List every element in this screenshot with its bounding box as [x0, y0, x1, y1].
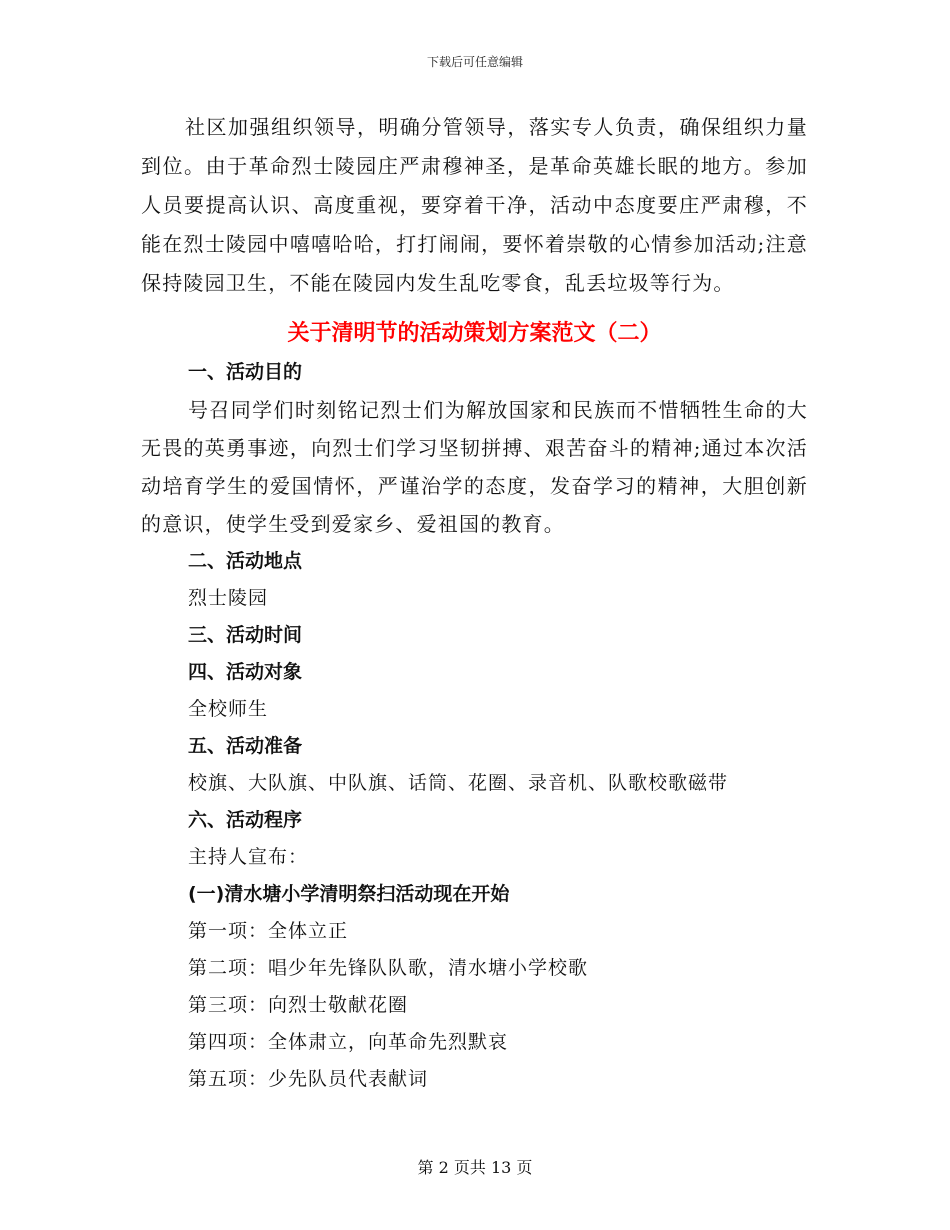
- heading-activity-preparation: 五、活动准备: [188, 735, 303, 757]
- preparation-text: 校旗、大队旗、中队旗、话筒、花圈、录音机、队歌校歌磁带: [188, 772, 729, 794]
- heading-activity-participants: 四、活动对象: [188, 661, 303, 683]
- purpose-paragraph: 号召同学们时刻铭记烈士们为解放国家和民族而不惜牺牲生命的大无畏的英勇事迹，向烈士们学习坚韧拼搏、艰苦奋斗的精神;通过本次活动培育学生的爱国情怀，严谨治学的态度，发奋学习的精神，大胆创新的意识，使学生受到爱家乡、爱祖国的教育。: [141, 398, 808, 536]
- heading-activity-procedure: 六、活动程序: [188, 809, 303, 831]
- location-text: 烈士陵园: [188, 587, 269, 609]
- page-footer: 第 2 页共 13 页: [417, 1158, 533, 1177]
- heading-activity-location: 二、活动地点: [188, 550, 303, 572]
- page-header: 下载后可任意编辑: [426, 55, 523, 69]
- procedure-item: 第四项：全体肃立，向革命先烈默哀: [188, 1031, 509, 1053]
- procedure-item: 第三项：向烈士敬献花圈: [188, 994, 409, 1016]
- procedure-item: 第二项：唱少年先锋队队歌，清水塘小学校歌: [188, 957, 589, 979]
- section-title: 关于清明节的活动策划方案范文（二）: [287, 321, 662, 346]
- procedure-item: 第五项：少先队员代表献词: [188, 1068, 429, 1090]
- intro-paragraph: 社区加强组织领导，明确分管领导，落实专人负责，确保组织力量到位。由于革命烈士陵园庄严肃穆神圣，是革命英雄长眠的地方。参加人员要提高认识、高度重视，要穿着干净，活动中态度要庄严肃穆，不能在烈士陵园中嘻嘻哈哈，打打闹闹，要怀着崇敬的心情参加活动;注意保持陵园卫生，不能在陵园内发生乱吃零食，乱丢垃圾等行为。: [141, 115, 808, 295]
- procedure-subheading: (一)清水塘小学清明祭扫活动现在开始: [188, 883, 510, 905]
- participants-text: 全校师生: [188, 698, 269, 720]
- heading-activity-purpose: 一、活动目的: [188, 361, 303, 383]
- heading-activity-time: 三、活动时间: [188, 624, 303, 646]
- procedure-item: 第一项：全体立正: [188, 920, 349, 942]
- host-announcement: 主持人宣布：: [188, 846, 309, 868]
- document-body: [141, 108, 808, 1098]
